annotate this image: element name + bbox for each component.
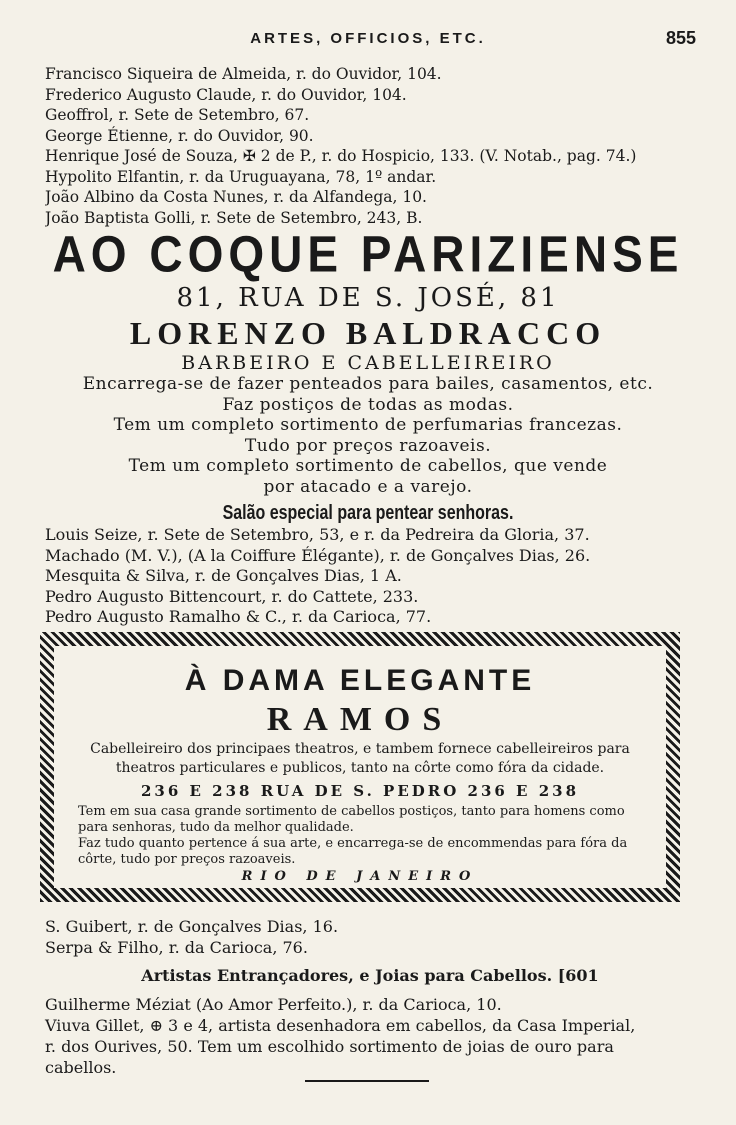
list-item: Pedro Augusto Ramalho & C., r. da Carioca, 77. (45, 607, 432, 626)
entries-bottom-list (45, 916, 695, 958)
advertisement-coque-parisiense (40, 225, 696, 527)
list-item: Serpa & Filho, r. da Carioca, 76. (45, 938, 308, 957)
list-item: João Baptista Golli, r. Sete de Setembro, 243, B. (45, 208, 423, 227)
section-title: Artistas Entrançadores, e Joias para Cabellos. (141, 966, 553, 985)
list-item: Machado (M. V.), (A la Coiffure Élégante), r. de Gonçalves Dias, 26. (45, 545, 591, 565)
entries-top-list (45, 64, 695, 228)
list-item: Henrique José de Souza, ✠ 2 de P., r. do Hospicio, 133. (V. Notab., pag. 74.) (45, 147, 637, 165)
list-item: Frederico Augusto Claude, r. do Ouvidor, 104. (45, 85, 407, 104)
ad2-name: RAMOS (266, 701, 454, 738)
ad-line: Faz postiços de todas as modas. (222, 394, 514, 415)
entries-middle-list (45, 525, 695, 628)
advertisement-dama-elegante (40, 632, 680, 902)
ad-title: AO COQUE PARIZIENSE (52, 225, 684, 283)
ad-line: Tudo por preços razoaveis. (244, 435, 492, 456)
list-item: Hypolito Elfantin, r. da Uruguayana, 78, 1º andar. (45, 167, 437, 186)
section-ref: [601 (557, 966, 599, 985)
ad-line: por atacado e a varejo. (263, 476, 473, 497)
list-item: cabellos. (45, 1058, 117, 1077)
ad2-title: À DAMA ELEGANTE (184, 664, 536, 697)
page-number: 855 (665, 28, 696, 48)
ad-special-note: Salão especial para pentear senhoras. (222, 502, 514, 524)
list-item: Pedro Augusto Bittencourt, r. do Cattete, 233. (45, 586, 419, 606)
ad-line: Encarrega-se de fazer penteados para bailes, casamentos, etc. (82, 374, 654, 394)
ad-trade: BARBEIRO E CABELLEIREIRO (181, 352, 555, 374)
ad-owner-name: LORENZO BALDRACCO (129, 315, 607, 351)
entries-section-list (45, 994, 695, 1078)
ad-address: 81, RUA DE S. JOSÉ, 81 (176, 283, 560, 313)
ad2-city: RIO DE JANEIRO (241, 869, 479, 884)
list-item: Louis Seize, r. Sete de Setembro, 53, e r. da Pedreira da Gloria, 37. (45, 525, 590, 544)
list-item: George Étienne, r. do Ouvidor, 90. (45, 126, 314, 145)
ad2-content (72, 662, 648, 886)
list-item: Mesquita & Silva, r. de Gonçalves Dias, 1 A. (45, 566, 402, 585)
section-divider (305, 1080, 429, 1082)
list-item: João Albino da Costa Nunes, r. da Alfandega, 10. (45, 188, 427, 206)
list-item: Geoffrol, r. Sete de Setembro, 67. (45, 106, 310, 124)
ad2-detail: Faz tudo quanto pertence á sua arte, e encarrega-se de encommendas para fóra da côrte, tudo por preços razoaveis. (78, 836, 628, 867)
list-item: Viuva Gillet, ⊕ 3 e 4, artista desenhadora em cabellos, da Casa Imperial, (45, 1016, 636, 1035)
section-heading (45, 966, 695, 985)
ad2-address: 236 E 238 RUA DE S. PEDRO 236 E 238 (140, 782, 580, 800)
ad-line: Tem um completo sortimento de perfumarias francezas. (113, 415, 623, 435)
list-item: Francisco Siqueira de Almeida, r. do Ouvidor, 104. (45, 65, 442, 83)
ad-line: Tem um completo sortimento de cabellos, que vende (128, 456, 608, 476)
ad2-description: Cabelleireiro dos principaes theatros, e tambem fornece cabelleireiros para theatros particulares e publicos, tanto na côrte como fóra da cidade. (90, 741, 630, 776)
running-title: ARTES, OFFICIOS, ETC. (250, 30, 486, 47)
ad2-detail: Tem em sua casa grande sortimento de cabellos postiços, tanto para homens como para senhoras, tudo da melhor qualidade. (78, 804, 625, 835)
list-item: r. dos Ourives, 50. Tem um escolhido sortimento de joias de ouro para (45, 1037, 614, 1056)
list-item: S. Guibert, r. de Gonçalves Dias, 16. (45, 917, 339, 936)
list-item: Guilherme Méziat (Ao Amor Perfeito.), r. da Carioca, 10. (45, 995, 502, 1014)
